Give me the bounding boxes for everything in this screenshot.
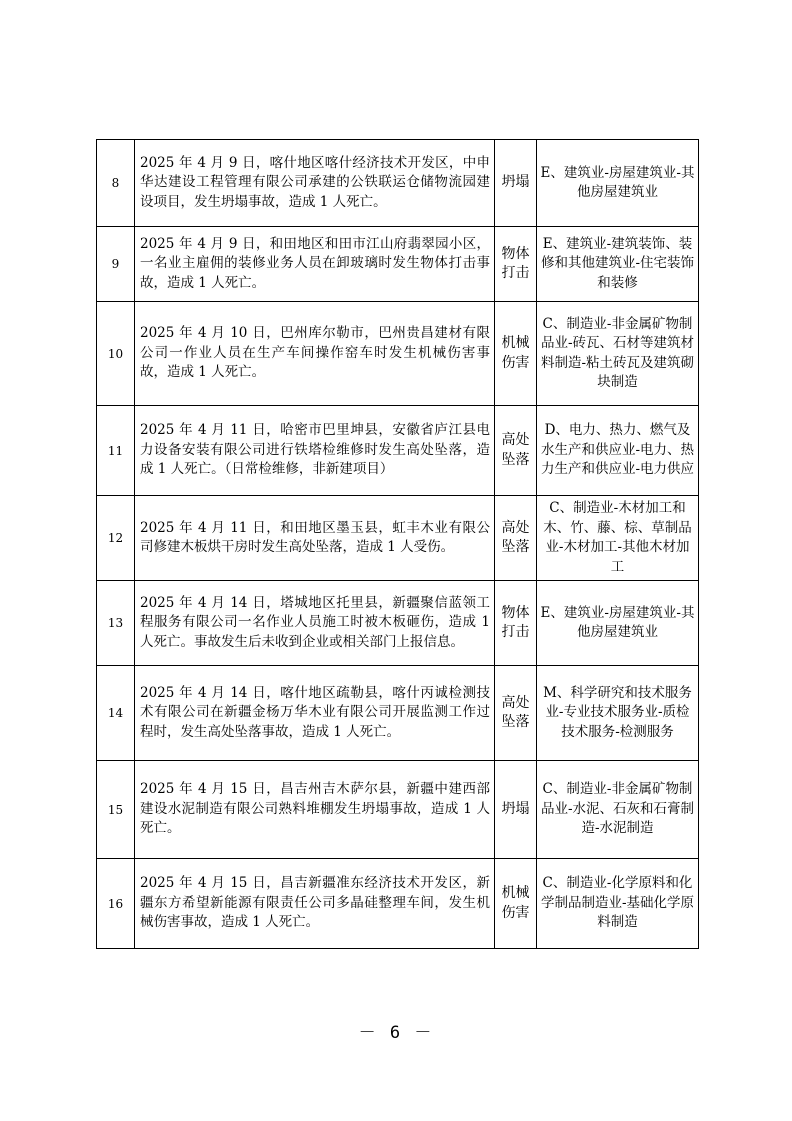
row-number: 11 bbox=[97, 406, 135, 496]
accident-description: 2025 年 4 月 9 日，和田地区和田市江山府翡翠园小区，一名业主雇佣的装修业务人员在卸玻璃时发生物体打击事故，造成 1 人死亡。 bbox=[135, 227, 495, 302]
row-number: 16 bbox=[97, 859, 135, 949]
row-number: 10 bbox=[97, 302, 135, 406]
industry-category: E、建筑业-建筑装饰、装修和其他建筑业-住宅装饰和装修 bbox=[537, 227, 699, 302]
accident-type: 坍塌 bbox=[495, 761, 537, 859]
table-row bbox=[97, 859, 699, 949]
accident-type: 物体打击 bbox=[495, 581, 537, 666]
table-row bbox=[97, 302, 699, 406]
row-number: 13 bbox=[97, 581, 135, 666]
industry-category: C、制造业-木材加工和木、竹、藤、棕、草制品业-木材加工-其他木材加工 bbox=[537, 496, 699, 581]
accident-type: 物体打击 bbox=[495, 227, 537, 302]
row-number: 8 bbox=[97, 140, 135, 227]
industry-category: C、制造业-非金属矿物制品业-砖瓦、石材等建筑材料制造-粘土砖瓦及建筑砌块制造 bbox=[537, 302, 699, 406]
table-row bbox=[97, 406, 699, 496]
row-number: 15 bbox=[97, 761, 135, 859]
row-number: 12 bbox=[97, 496, 135, 581]
table-row bbox=[97, 761, 699, 859]
page-number: － 6 － bbox=[358, 1023, 434, 1043]
accident-description: 2025 年 4 月 15 日，昌吉州吉木萨尔县，新疆中建西部建设水泥制造有限公司熟料堆棚发生坍塌事故，造成 1 人死亡。 bbox=[135, 761, 495, 859]
industry-category: E、建筑业-房屋建筑业-其他房屋建筑业 bbox=[537, 140, 699, 227]
industry-category: M、科学研究和技术服务业-专业技术服务业-质检技术服务-检测服务 bbox=[537, 666, 699, 761]
accident-type: 机械伤害 bbox=[495, 302, 537, 406]
accident-description: 2025 年 4 月 11 日，和田地区墨玉县，虹丰木业有限公司修建木板烘干房时发生高处坠落，造成 1 人受伤。 bbox=[135, 496, 495, 581]
accident-description: 2025 年 4 月 15 日，昌吉新疆准东经济技术开发区，新疆东方希望新能源有限责任公司多晶硅整理车间，发生机械伤害事故，造成 1 人死亡。 bbox=[135, 859, 495, 949]
accident-type: 坍塌 bbox=[495, 140, 537, 227]
accident-description: 2025 年 4 月 9 日，喀什地区喀什经济技术开发区，中申华达建设工程管理有限公司承建的公铁联运仓储物流园建设项目，发生坍塌事故，造成 1 人死亡。 bbox=[135, 140, 495, 227]
row-number: 14 bbox=[97, 666, 135, 761]
accident-description: 2025 年 4 月 14 日，喀什地区疏勒县，喀什丙诚检测技术有限公司在新疆金杨万华木业有限公司开展监测工作过程时，发生高处坠落事故，造成 1 人死亡。 bbox=[135, 666, 495, 761]
accident-description: 2025 年 4 月 14 日，塔城地区托里县，新疆聚信蓝领工程服务有限公司一名作业人员施工时被木板砸伤，造成 1 人死亡。事故发生后未收到企业或相关部门上报信息。 bbox=[135, 581, 495, 666]
industry-category: C、制造业-非金属矿物制品业-水泥、石灰和石膏制造-水泥制造 bbox=[537, 761, 699, 859]
table-row bbox=[97, 581, 699, 666]
industry-category: D、电力、热力、燃气及水生产和供应业-电力、热力生产和供应业-电力供应 bbox=[537, 406, 699, 496]
accident-table bbox=[96, 139, 699, 949]
industry-category: C、制造业-化学原料和化学制品制造业-基础化学原料制造 bbox=[537, 859, 699, 949]
table-row bbox=[97, 496, 699, 581]
accident-description: 2025 年 4 月 10 日，巴州库尔勒市，巴州贵昌建材有限公司一作业人员在生产车间操作窑车时发生机械伤害事故，造成 1 人死亡。 bbox=[135, 302, 495, 406]
accident-type: 高处坠落 bbox=[495, 406, 537, 496]
industry-category: E、建筑业-房屋建筑业-其他房屋建筑业 bbox=[537, 581, 699, 666]
accident-description: 2025 年 4 月 11 日，哈密市巴里坤县，安徽省庐江县电力设备安装有限公司进行铁塔检维修时发生高处坠落，造成 1 人死亡。（日常检维修，非新建项目） bbox=[135, 406, 495, 496]
table-row bbox=[97, 666, 699, 761]
table-row bbox=[97, 140, 699, 227]
accident-type: 机械伤害 bbox=[495, 859, 537, 949]
accident-type: 高处坠落 bbox=[495, 666, 537, 761]
accident-type: 高处坠落 bbox=[495, 496, 537, 581]
table-row bbox=[97, 227, 699, 302]
row-number: 9 bbox=[97, 227, 135, 302]
